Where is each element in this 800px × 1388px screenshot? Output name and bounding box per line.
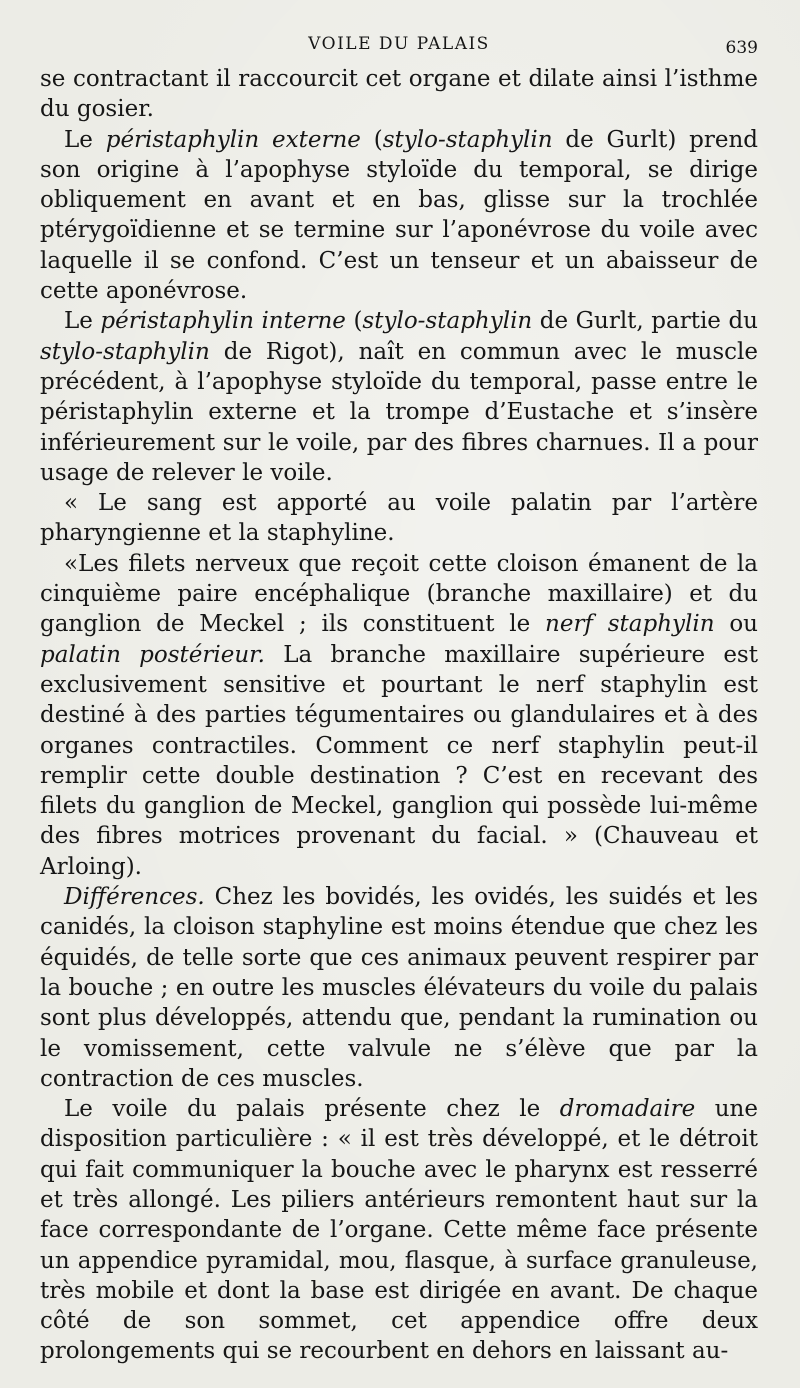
italic-text: palatin postérieur. xyxy=(40,641,265,668)
paragraph xyxy=(40,1094,758,1367)
paragraph xyxy=(40,125,758,307)
italic-text: Différences. xyxy=(64,884,205,911)
text-run: ( xyxy=(360,126,383,153)
text-run: de Gurlt, partie du xyxy=(532,308,758,335)
text-run: La branche maxillaire supérieure est exclusivement sensitive et pourtant le nerf staphylin est destiné à des parties tégumentaires ou glandulaires et à des organes contractiles. Comment ce nerf staphylin peut-il remplir cette double destination ? C’est en recevant des filets du ganglion de Meckel, ganglion qui possède lui-même des fibres motrices provenant du facial. » (Chauveau et Arloing). xyxy=(40,641,758,880)
paragraph xyxy=(40,488,758,549)
body-text xyxy=(40,64,758,1367)
text-run: de Rigot), naît en commun avec le muscle précédent, à l’apophyse styloïde du temporal, passe entre le péristaphylin externe et la trompe d’Eustache et s’insère inférieurement sur le voile, par des fibres charnues. Il a pour usage de relever le voile. xyxy=(40,338,758,486)
text-run: de Gurlt) prend son origine à l’apophyse styloïde du temporal, se dirige obliquement en avant et en bas, glisse sur la trochlée ptérygoïdienne et se termine sur l’aponévrose du voile avec laquelle il se confond. C’est un tenseur et un abaisseur de cette aponévrose. xyxy=(40,126,758,305)
page-number: 639 xyxy=(725,38,758,58)
paragraph xyxy=(40,64,758,125)
paragraph xyxy=(40,549,758,882)
text-run: Le xyxy=(64,126,106,153)
page-header xyxy=(40,30,758,64)
italic-text: stylo-staphylin xyxy=(362,308,533,335)
italic-text: nerf staphylin xyxy=(545,611,715,638)
italic-text: stylo-staphylin xyxy=(40,338,210,365)
paragraph xyxy=(40,882,758,1094)
italic-text: péristaphylin externe xyxy=(105,126,361,153)
text-run: «Les filets nerveux que reçoit cette cloison émanent de la cinquième paire encéphalique (branche maxillaire) et du ganglion de Meckel ; ils constituent le xyxy=(40,550,758,638)
text-run: Chez les bovidés, les ovidés, les suidés et les canidés, la cloison staphyline est moins étendue que chez les équidés, de telle sorte que ces animaux peuvent respirer par la bouche ; en outre les muscles élévateurs du voile du palais sont plus développés, attendu que, pendant la rumination ou le vomissement, cette valvule ne s’élève que par la contraction de ces muscles. xyxy=(40,884,758,1092)
italic-text: dromadaire xyxy=(559,1096,696,1123)
text-run: se contractant il raccourcit cet organe et dilate ainsi l’isthme du gosier. xyxy=(40,66,758,123)
text-run: ( xyxy=(345,308,363,335)
text-run: Le xyxy=(64,308,101,335)
running-title: VOILE DU PALAIS xyxy=(308,34,490,54)
paragraph xyxy=(40,306,758,488)
italic-text: péristaphylin interne xyxy=(100,308,346,335)
text-run: ou xyxy=(714,611,758,638)
text-run: Le voile du palais présente chez le xyxy=(64,1096,560,1123)
italic-text: stylo-staphylin xyxy=(382,126,553,153)
text-run: une disposition particulière : « il est très développé, et le détroit qui fait communiquer la bouche avec le pharynx est resserré et très allongé. Les piliers antérieurs remontent haut sur la face correspondante de l’organe. Cette même face présente un appendice pyramidal, mou, flasque, à surface granuleuse, très mobile et dont la base est dirigée en avant. De chaque côté de son sommet, cet appendice offre deux prolongements qui se recourbent en dehors en laissant au- xyxy=(40,1096,758,1365)
text-run: « Le sang est apporté au voile palatin par l’artère pharyngienne et la staphyline. xyxy=(40,490,758,547)
